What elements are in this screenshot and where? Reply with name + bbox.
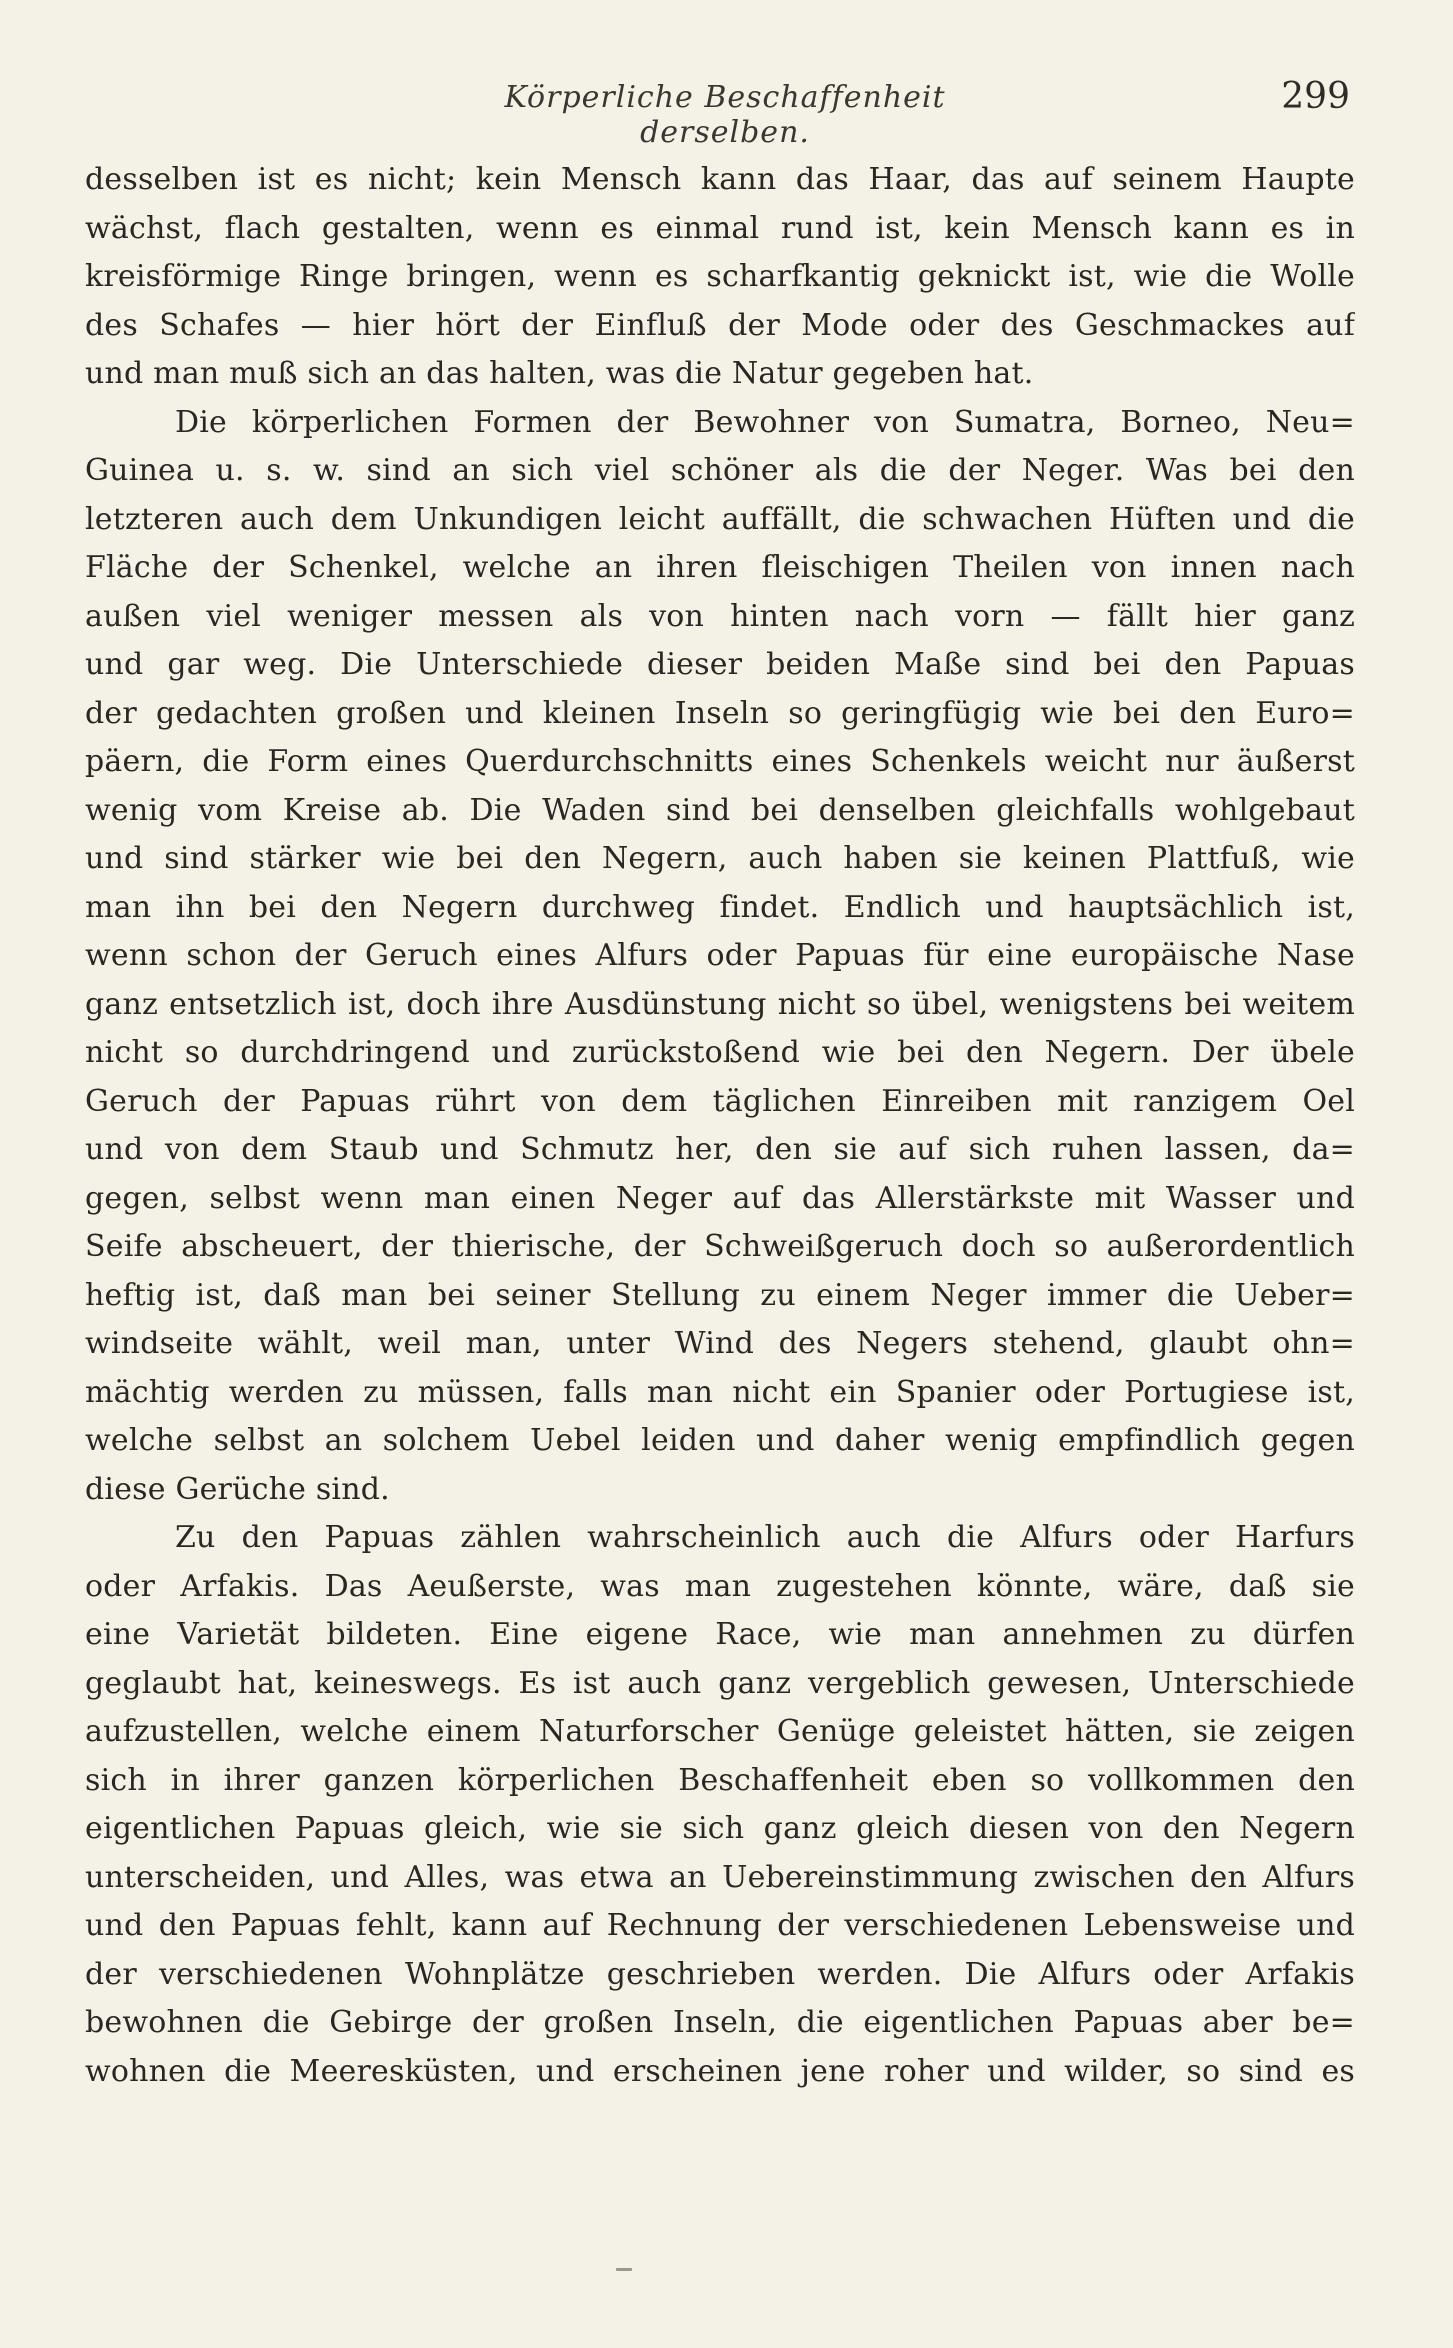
text-line: sich in ihrer ganzen körperlichen Beschaffenheit eben so vollkommen den	[85, 1762, 1355, 1798]
text-line: der gedachten großen und kleinen Inseln so geringfügig wie bei den Euro=	[85, 695, 1355, 731]
page-bottom-mark	[616, 2268, 632, 2271]
text-line: windseite wählt, weil man, unter Wind des Negers stehend, glaubt ohn=	[85, 1326, 1355, 1361]
text-line: gegen, selbst wenn man einen Neger auf das Allerstärkste mit Wasser und	[85, 1180, 1355, 1216]
page-number: 299	[1281, 76, 1350, 117]
text-line: heftig ist, daß man bei seiner Stellung zu einem Neger immer die Ueber=	[85, 1277, 1355, 1313]
running-header: Körperliche Beschaffenheit derselben.	[504, 80, 946, 150]
text-line: ganz entsetzlich ist, doch ihre Ausdünstung nicht so übel, wenigstens bei weitem	[85, 986, 1355, 1022]
text-line: geglaubt hat, keineswegs. Es ist auch ganz vergeblich gewesen, Unterschiede	[85, 1665, 1355, 1701]
text-line: und man muß sich an das halten, was die Natur gegeben hat.	[85, 356, 1034, 391]
text-line: und sind stärker wie bei den Negern, auch haben sie keinen Plattfuß, wie	[85, 841, 1355, 876]
text-line: wenn schon der Geruch eines Alfurs oder Papuas für eine europäische Nase	[85, 938, 1355, 973]
body-text	[85, 156, 1355, 2096]
text-line: man ihn bei den Negern durchweg findet. Endlich und hauptsächlich ist,	[85, 889, 1355, 925]
text-line: diese Gerüche sind.	[85, 1471, 390, 1507]
text-line: wohnen die Meeresküsten, und erscheinen jene roher und wilder, so sind es	[85, 2053, 1355, 2089]
paragraph-start-line: Die körperlichen Formen der Bewohner von Sumatra, Borneo, Neu=	[175, 404, 1355, 440]
text-line: und gar weg. Die Unterschiede dieser beiden Maße sind bei den Papuas	[85, 647, 1355, 682]
text-line: desselben ist es nicht; kein Mensch kann das Haar, das auf seinem Haupte	[85, 162, 1355, 197]
text-line: bewohnen die Gebirge der großen Inseln, die eigentlichen Papuas aber be=	[85, 2005, 1355, 2040]
text-line: eine Varietät bildeten. Eine eigene Race, wie man annehmen zu dürfen	[85, 1617, 1355, 1652]
text-line: welche selbst an solchem Uebel leiden und daher wenig empfindlich gegen	[85, 1423, 1355, 1458]
text-line: Geruch der Papuas rührt von dem täglichen Einreiben mit ranzigem Oel	[85, 1083, 1355, 1119]
text-line: der verschiedenen Wohnplätze geschrieben werden. Die Alfurs oder Arfakis	[85, 1956, 1355, 1992]
text-line: Guinea u. s. w. sind an sich viel schöner als die der Neger. Was bei den	[85, 453, 1355, 488]
text-line: außen viel weniger messen als von hinten nach vorn — fällt hier ganz	[85, 598, 1355, 634]
text-line: und von dem Staub und Schmutz her, den sie auf sich ruhen lassen, da=	[85, 1132, 1355, 1167]
text-line: Seife abscheuert, der thierische, der Schweißgeruch doch so außerordentlich	[85, 1229, 1355, 1264]
paragraph-start-line: Zu den Papuas zählen wahrscheinlich auch die Alfurs oder Harfurs	[175, 1520, 1355, 1555]
text-line: wächst, flach gestalten, wenn es einmal rund ist, kein Mensch kann es in	[85, 210, 1355, 246]
text-line: unterscheiden, und Alles, was etwa an Uebereinstimmung zwischen den Alfurs	[85, 1859, 1355, 1895]
text-line: nicht so durchdringend und zurückstoßend wie bei den Negern. Der übele	[85, 1035, 1355, 1070]
text-line: des Schafes — hier hört der Einfluß der Mode oder des Geschmackes auf	[85, 307, 1355, 343]
text-line: eigentlichen Papuas gleich, wie sie sich ganz gleich diesen von den Negern	[85, 1811, 1355, 1846]
text-line: oder Arfakis. Das Aeußerste, was man zugestehen könnte, wäre, daß sie	[85, 1568, 1355, 1604]
text-line: wenig vom Kreise ab. Die Waden sind bei denselben gleichfalls wohlgebaut	[85, 792, 1355, 828]
text-line: mächtig werden zu müssen, falls man nicht ein Spanier oder Portugiese ist,	[85, 1374, 1355, 1410]
text-line: Fläche der Schenkel, welche an ihren fleischigen Theilen von innen nach	[85, 550, 1355, 585]
text-line: kreisförmige Ringe bringen, wenn es scharfkantig geknickt ist, wie die Wolle	[85, 259, 1355, 294]
text-line: päern, die Form eines Querdurchschnitts eines Schenkels weicht nur äußerst	[85, 744, 1355, 779]
text-line: und den Papuas fehlt, kann auf Rechnung der verschiedenen Lebensweise und	[85, 1908, 1355, 1943]
text-line: letzteren auch dem Unkundigen leicht auffällt, die schwachen Hüften und die	[85, 501, 1355, 537]
text-line: aufzustellen, welche einem Naturforscher Genüge geleistet hätten, sie zeigen	[85, 1714, 1355, 1749]
